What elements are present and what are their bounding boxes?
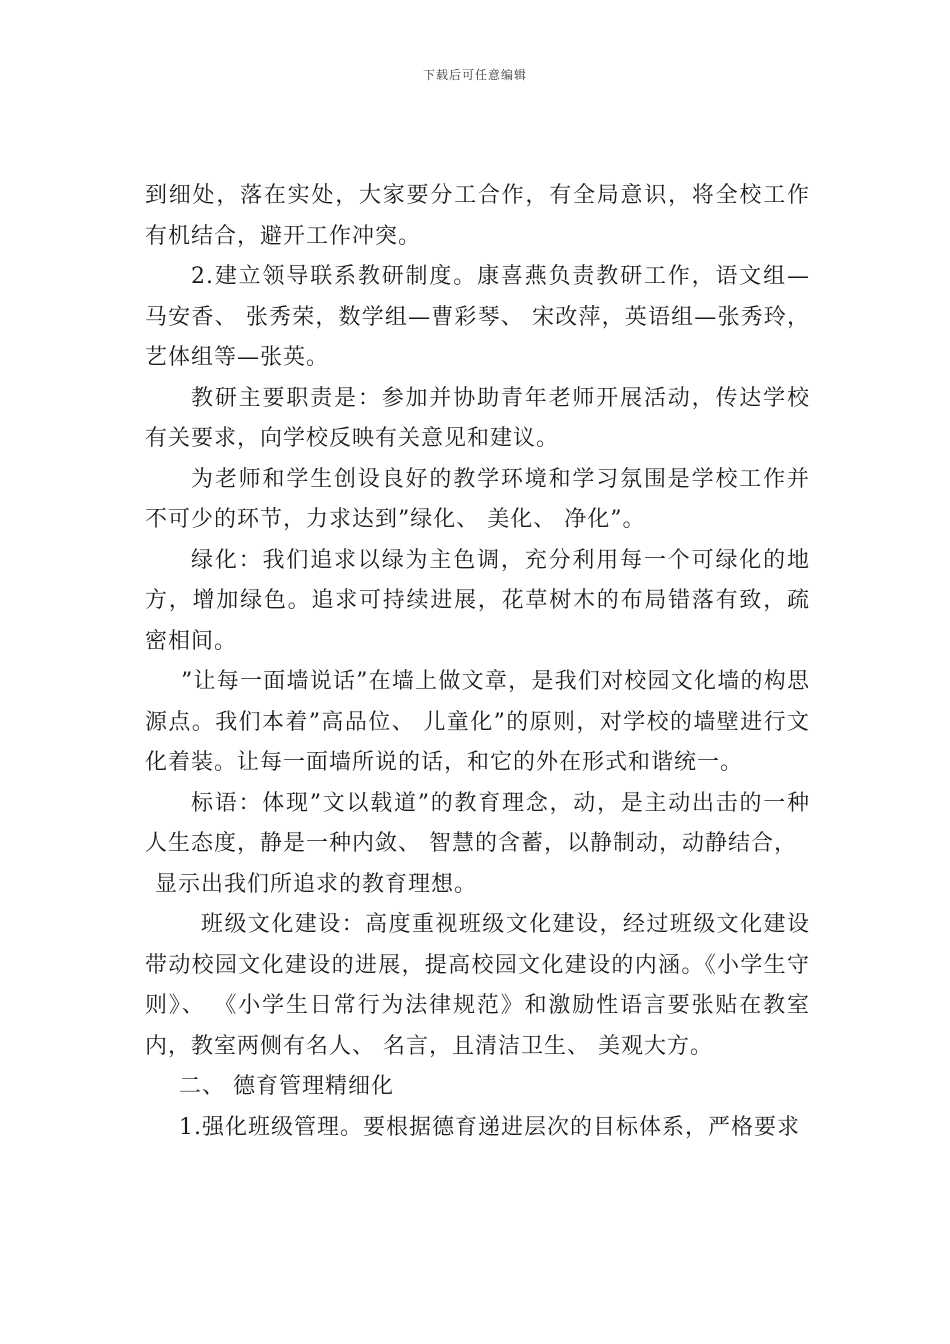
paragraph-7-continued: 显示出我们所追求的教育理想。 [155,871,478,897]
document-body [145,176,810,1148]
paragraph-4: 为老师和学生创设良好的教学环境和学习氛围是学校工作并不可少的环节，力求达到”绿化、 美化、 净化”。 [145,466,810,532]
paragraph-3: 教研主要职责是：参加并协助青年老师开展活动，传达学校有关要求，向学校反映有关意见和建议。 [145,385,810,451]
paragraph-9: 1.强化班级管理。要根据德育递进层次的目标体系，严格要求 [179,1114,800,1140]
paragraph-6: ”让每一面墙说话”在墙上做文章，是我们对校园文化墙的构思源点。我们本着”高品位、 儿童化”的原则，对学校的墙壁进行文化着装。让每一面墙所说的话，和它的外在形式和谐统一。 [145,669,810,775]
section-heading: 二、 德育管理精细化 [179,1074,394,1099]
paragraph-5: 绿化：我们追求以绿为主色调，充分利用每一个可绿化的地方，增加绿色。追求可持续进展，花草树木的布局错落有致，疏密相间。 [145,547,810,654]
page-header: 下载后可任意编辑 [422,68,527,82]
paragraph-7: 标语：体现”文以载道”的教育理念，动，是主动出击的一种人生态度，静是一种内敛、 智慧的含蓄，以静制动，动静结合， [145,790,810,856]
paragraph-1: 到细处，落在实处，大家要分工合作，有全局意识，将全校工作有机结合，避开工作冲突。 [145,183,810,249]
paragraph-8: 班级文化建设：高度重视班级文化建设，经过班级文化建设带动校园文化建设的进展，提高校园文化建设的内涵。《小学生守则》、 《小学生日常行为法律规范》和激励性语言要张贴在教室内，教室两侧有名人、 名言，且清洁卫生、 美观大方。 [145,912,810,1059]
paragraph-2: 2.建立领导联系教研制度。康喜燕负责教研工作，语文组—马安香、 张秀荣，数学组—曹彩琴、 宋改萍，英语组—张秀玲，艺体组等—张英。 [145,264,810,370]
